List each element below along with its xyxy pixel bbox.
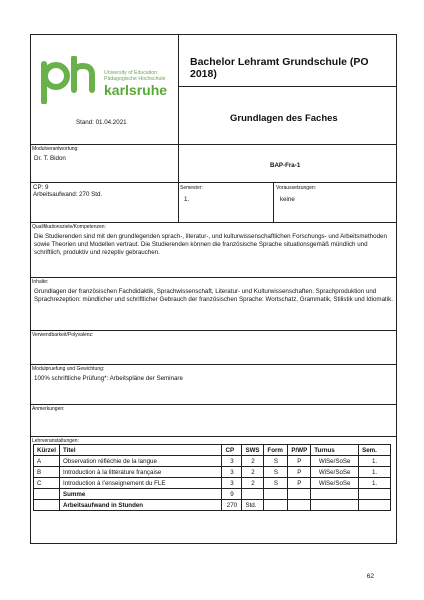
cell-sem: 1. bbox=[359, 456, 391, 467]
qualifikation-label: Qualifikationsziele/Kompetenzen: bbox=[32, 224, 106, 230]
cell-turnus: WiSe/SoSe bbox=[311, 478, 359, 489]
lehrveranstaltungen-label: Lehrveranstaltungen: bbox=[32, 438, 79, 444]
university-logo bbox=[38, 56, 178, 116]
col-turnus: Turnus bbox=[311, 445, 359, 456]
pruefung-label: Modulpruefung und Gewichtung: bbox=[32, 366, 105, 372]
cell-cp: 3 bbox=[222, 456, 242, 467]
cell-pwp: P bbox=[288, 456, 311, 467]
cell-kuerzel: B bbox=[34, 467, 60, 478]
cell-sws: 2 bbox=[242, 478, 264, 489]
anmerkungen-label: Anmerkungen: bbox=[32, 406, 65, 412]
cell-pwp: P bbox=[288, 478, 311, 489]
module-code: BAP-Fra-1 bbox=[270, 162, 301, 169]
aufwand-row bbox=[34, 500, 391, 511]
cell-empty bbox=[242, 489, 264, 500]
col-kuerzel: Kürzel bbox=[34, 445, 60, 456]
logo-university-en: University of Education bbox=[104, 70, 158, 76]
cell-empty bbox=[34, 500, 60, 511]
cell-empty bbox=[288, 489, 311, 500]
col-pwp: P/WP bbox=[288, 445, 311, 456]
cell-titel: Introduction à l’enseignement du FLE bbox=[59, 478, 222, 489]
page-number: 62 bbox=[366, 573, 374, 580]
modulverantwortung-label: Modulverantwortung: bbox=[32, 146, 79, 152]
cell-form: S bbox=[264, 478, 288, 489]
table-row bbox=[34, 467, 391, 478]
summe-cp: 9 bbox=[222, 489, 242, 500]
cell-sem: 1. bbox=[359, 478, 391, 489]
cell-empty bbox=[288, 500, 311, 511]
cell-kuerzel: C bbox=[34, 478, 60, 489]
cell-sem: 1. bbox=[359, 467, 391, 478]
cell-empty bbox=[311, 500, 359, 511]
cell-kuerzel: A bbox=[34, 456, 60, 467]
semester-label: Semester: bbox=[180, 185, 203, 191]
voraussetzungen-label: Voraussetzungen: bbox=[276, 185, 317, 191]
cell-turnus: WiSe/SoSe bbox=[311, 467, 359, 478]
cell-empty bbox=[311, 489, 359, 500]
stand-date: Stand: 01.04.2021 bbox=[76, 119, 127, 126]
qualifikation-text: Die Studierenden sind mit den grundlegenden sprach-, literatur-, und kulturwissenschaftlichen Forschungs- und Arbeitsmethoden sowie Theorien und Modellen vertraut. Die Studierenden können die französische Sprache situationsgemäß mündlich und schriftlich, produktiv und rezeptiv gebrauchen. bbox=[34, 233, 387, 256]
cell-empty bbox=[359, 500, 391, 511]
table-row bbox=[34, 456, 391, 467]
verwendbarkeit-label: Verwendbarkeit/Polyvalenz: bbox=[32, 332, 94, 338]
col-sws: SWS bbox=[242, 445, 264, 456]
program-title: Bachelor Lehramt Grundschule (PO 2018) bbox=[190, 56, 369, 80]
inhalte-text: Grundlagen der französischen Fachdidaktik, Sprachwissenschaft, Literatur- und Kulturwissenschaften. Sprachproduktion und Sprachrezeption: mündlicher und schriftlicher Gebrauch der französischen Sprache: Wortschatz, Grammatik, Stilistik und Idiomatik. bbox=[34, 288, 393, 303]
cell-empty bbox=[264, 489, 288, 500]
table-row bbox=[34, 478, 391, 489]
col-cp: CP bbox=[222, 445, 242, 456]
cell-titel: Observation réfléchie de la langue bbox=[59, 456, 222, 467]
ph-logo-icon bbox=[38, 56, 102, 104]
module-page bbox=[30, 34, 397, 544]
module-title: Grundlagen des Faches bbox=[230, 113, 338, 124]
cell-form: S bbox=[264, 456, 288, 467]
cell-empty bbox=[359, 489, 391, 500]
cell-cp: 3 bbox=[222, 467, 242, 478]
summe-row bbox=[34, 489, 391, 500]
cell-form: S bbox=[264, 467, 288, 478]
col-sem: Sem. bbox=[359, 445, 391, 456]
aufwand-label: Arbeitsaufwand in Stunden bbox=[59, 500, 222, 511]
cell-sws: 2 bbox=[242, 467, 264, 478]
cell-empty bbox=[264, 500, 288, 511]
inhalte-label: Inhalte: bbox=[32, 279, 49, 285]
cell-titel: Introduction à la littérature française bbox=[59, 467, 222, 478]
modulverantwortung-value: Dr. T. Bidon bbox=[34, 155, 66, 162]
workload-value: Arbeitsaufwand: 270 Std. bbox=[33, 191, 103, 198]
voraussetzungen-value: keine bbox=[280, 196, 295, 203]
aufwand-unit: Std. bbox=[242, 500, 264, 511]
cell-sws: 2 bbox=[242, 456, 264, 467]
cp-value: CP: 9 bbox=[33, 184, 49, 191]
logo-city: karlsruhe bbox=[104, 82, 168, 98]
semester-value: 1. bbox=[184, 196, 190, 203]
pruefung-text: 100% schriftliche Prüfung*: Arbeitspläne der Seminare bbox=[34, 375, 183, 382]
courses-table bbox=[33, 444, 391, 511]
cell-empty bbox=[34, 489, 60, 500]
logo-university-de: Pädagogische Hochschule bbox=[104, 76, 166, 82]
cell-turnus: WiSe/SoSe bbox=[311, 456, 359, 467]
aufwand-value: 270 bbox=[222, 500, 242, 511]
table-header-row bbox=[34, 445, 391, 456]
col-titel: Titel bbox=[59, 445, 222, 456]
summe-label: Summe bbox=[59, 489, 222, 500]
cell-pwp: P bbox=[288, 467, 311, 478]
col-form: Form bbox=[264, 445, 288, 456]
cell-cp: 3 bbox=[222, 478, 242, 489]
